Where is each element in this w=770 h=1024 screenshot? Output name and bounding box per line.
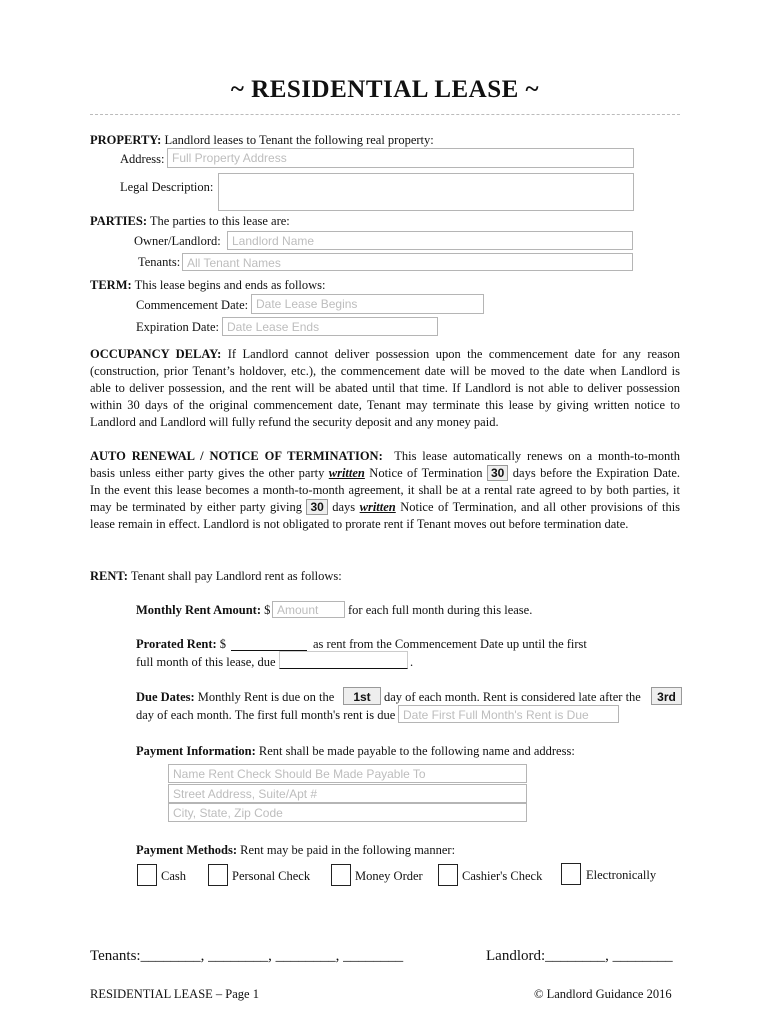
first-rent-due-field[interactable]: Date First Full Month's Rent is Due — [398, 705, 619, 723]
renewal-text-4a: may be terminated by either party giving — [90, 500, 302, 514]
written-emphasis-2: written — [359, 500, 396, 514]
commencement-field[interactable]: Date Lease Begins — [251, 294, 484, 314]
monthly-rent-dollar: $ — [264, 603, 271, 617]
prorated-rent-label: Prorated Rent: — [136, 637, 217, 651]
due-dates-text-a: Monthly Rent is due on the — [197, 690, 335, 704]
address-field[interactable]: Full Property Address — [167, 148, 634, 168]
parties-intro: The parties to this lease are: — [149, 214, 290, 228]
payee-street-field[interactable]: Street Address, Suite/Apt # — [168, 784, 527, 803]
due-dates-label: Due Dates: — [136, 690, 195, 704]
expiration-field[interactable]: Date Lease Ends — [222, 317, 438, 336]
monthly-rent-rest: for each full month during this lease. — [348, 603, 533, 617]
renewal-text-4c: Notice of Termination, and all other provisions of this — [400, 500, 681, 514]
tenant-signatures[interactable]: Tenants:________, ________, ________, ________ — [90, 948, 404, 964]
footer-page-label: RESIDENTIAL LEASE – Page 1 — [90, 987, 259, 1001]
electronically-label: Electronically — [586, 868, 657, 882]
occupancy-delay-paragraph — [90, 346, 680, 431]
money-order-label: Money Order — [355, 869, 423, 883]
parties-section — [90, 213, 290, 230]
property-heading: PROPERTY: — [90, 133, 162, 147]
renewal-text-1: This lease automatically renews on a month-to-month — [394, 449, 680, 463]
renewal-line-3: In the event this lease becomes a month-to-month agreement, it shall be at a rental rate agreed to by both parties, it — [90, 483, 680, 497]
late-day-field[interactable]: 3rd — [651, 687, 682, 705]
personal-check-label: Personal Check — [232, 869, 311, 883]
payment-info-row — [136, 743, 575, 760]
parties-heading: PARTIES: — [90, 214, 147, 228]
termination-days-field[interactable]: 30 — [306, 499, 327, 515]
prorated-rent-field[interactable] — [231, 634, 307, 651]
occupancy-line-2: (construction, prior Tenant’s holdover, etc.), the commencement date will be moved to the date when Landlord is — [90, 364, 680, 378]
occupancy-line-4: within 30 days of the original commencement date, Tenant may terminate this lease by giving written notice to — [90, 398, 680, 412]
prorated-rent-rest: as rent from the Commencement Date up until the first — [313, 637, 587, 651]
expiration-label: Expiration Date: — [136, 320, 219, 334]
occupancy-line-5: Landlord and Landlord will fully refund the security deposit and any money paid. — [90, 415, 499, 429]
title-divider — [90, 114, 680, 115]
prorated-due-field[interactable] — [279, 651, 408, 669]
tenants-field[interactable]: All Tenant Names — [182, 253, 633, 271]
footer-copyright: © Landlord Guidance 2016 — [534, 987, 672, 1001]
prorated-rent-line2: full month of this lease, due — [136, 655, 276, 669]
legal-description-label: Legal Description: — [120, 180, 214, 194]
personal-check-checkbox[interactable] — [208, 864, 228, 886]
tenants-label: Tenants: — [138, 255, 181, 269]
monthly-rent-row — [136, 602, 270, 619]
rent-heading: RENT: — [90, 569, 128, 583]
renewal-text-4b: days — [332, 500, 356, 514]
due-dates-row — [136, 689, 334, 706]
rent-intro: Tenant shall pay Landlord rent as follows: — [130, 569, 342, 583]
renewal-line-4 — [90, 499, 680, 516]
renewal-text-2b: Notice of Termination — [369, 466, 483, 480]
renewal-line-1 — [90, 448, 680, 465]
property-intro: Landlord leases to Tenant the following real property: — [164, 133, 434, 147]
due-dates-text-b: day of each month. Rent is considered late after the — [384, 690, 641, 704]
cash-checkbox[interactable] — [137, 864, 157, 886]
electronically-checkbox[interactable] — [561, 863, 581, 885]
owner-label: Owner/Landlord: — [134, 234, 221, 248]
term-intro: This lease begins and ends as follows: — [134, 278, 326, 292]
cashiers-check-checkbox[interactable] — [438, 864, 458, 886]
payee-city-field[interactable]: City, State, Zip Code — [168, 803, 527, 822]
commencement-label: Commencement Date: — [136, 298, 249, 312]
prorated-rent-dollar: $ — [219, 637, 227, 651]
term-section — [90, 277, 326, 294]
prorated-rent-row — [136, 636, 226, 653]
payment-methods-text: Rent may be paid in the following manner: — [240, 843, 456, 857]
renewal-heading: AUTO RENEWAL / NOTICE OF TERMINATION: — [90, 449, 383, 463]
written-emphasis-1: written — [328, 466, 365, 480]
payment-info-label: Payment Information: — [136, 744, 256, 758]
rent-section — [90, 568, 342, 585]
notice-days-field[interactable]: 30 — [487, 465, 508, 481]
occupancy-heading: OCCUPANCY DELAY: — [90, 347, 222, 361]
occupancy-text-1: If Landlord cannot deliver possession upon the commencement date for any reason — [227, 347, 680, 361]
monthly-rent-label: Monthly Rent Amount: — [136, 603, 262, 617]
property-section — [90, 132, 434, 149]
payment-info-text: Rent shall be made payable to the following name and address: — [258, 744, 575, 758]
renewal-paragraph — [90, 448, 680, 533]
occupancy-line-1 — [90, 346, 680, 363]
due-day-field[interactable]: 1st — [343, 687, 381, 705]
prorated-period: . — [410, 655, 414, 669]
renewal-line-2 — [90, 465, 680, 482]
landlord-signatures[interactable]: Landlord:________, ________ — [486, 948, 673, 964]
due-dates-line2: day of each month. The first full month's rent is due — [136, 708, 396, 722]
payment-methods-row — [136, 842, 455, 859]
payee-name-field[interactable]: Name Rent Check Should Be Made Payable To — [168, 764, 527, 783]
owner-field[interactable]: Landlord Name — [227, 231, 633, 250]
money-order-checkbox[interactable] — [331, 864, 351, 886]
document-title: ~ RESIDENTIAL LEASE ~ — [230, 76, 540, 103]
legal-description-field[interactable] — [218, 173, 634, 211]
cash-label: Cash — [161, 869, 186, 883]
monthly-rent-amount-field[interactable]: Amount — [272, 601, 345, 618]
cashiers-check-label: Cashier's Check — [462, 869, 543, 883]
occupancy-line-3: able to deliver possession, and the rent will be abated until that time. If Landlord is not able to deliver possession — [90, 381, 680, 395]
payment-methods-label: Payment Methods: — [136, 843, 238, 857]
renewal-text-2a: basis unless either party gives the other party — [90, 466, 325, 480]
renewal-text-2c: days before the Expiration Date. — [512, 466, 681, 480]
address-label: Address: — [120, 152, 165, 166]
term-heading: TERM: — [90, 278, 132, 292]
renewal-line-5: lease remain in effect. Landlord is not obligated to prorate rent if Tenant moves out before termination date. — [90, 517, 629, 531]
